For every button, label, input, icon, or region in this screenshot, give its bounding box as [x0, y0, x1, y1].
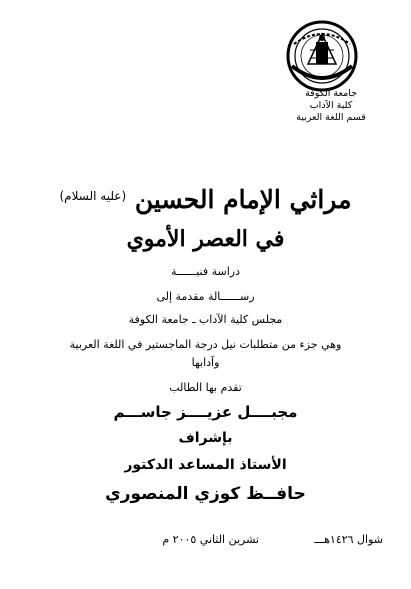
thesis-title [0, 180, 411, 216]
submitted-to: رســــــالة مقدمة إلى [156, 290, 255, 303]
affiliation-block [271, 88, 391, 124]
department-name: قسم اللغة العربية [296, 112, 366, 123]
degree-requirement: وهي جزء من متطلبات نيل درجة الماجستير في اللغة العربية [69, 338, 342, 351]
supervisor-title: الأستاذ المساعد الدكتور [124, 457, 287, 473]
date-hijri: شوال ١٤٢٦هـــ [314, 533, 383, 546]
supervision-label: بإشراف [178, 430, 233, 446]
college-name: كلية الآداب [309, 100, 353, 111]
thesis-subtitle: في العصر الأموي [126, 226, 285, 252]
study-type: دراسة فنيــــــة [170, 265, 240, 278]
presented-by: تقدم بها الطالب [169, 381, 242, 394]
university-name: جامعة الكوفة [305, 88, 357, 99]
degree-requirement-continued: وآدابها [191, 356, 220, 369]
supervisor-name: حافــظ كوزي المنصوري [105, 484, 306, 504]
university-seal-icon [282, 20, 362, 92]
thesis-title-main: مراثي الإمام الحسين [134, 185, 352, 214]
student-name: مجبــــل عزيــــز جاســـم [113, 403, 298, 421]
thesis-title-honorific: (عليه السلام) [59, 189, 127, 203]
council-name: مجلس كلية الآداب ـ جامعة الكوفة [128, 313, 283, 326]
date-gregorian: تشرين الثاني ٢٠٠٥ م [162, 533, 259, 546]
